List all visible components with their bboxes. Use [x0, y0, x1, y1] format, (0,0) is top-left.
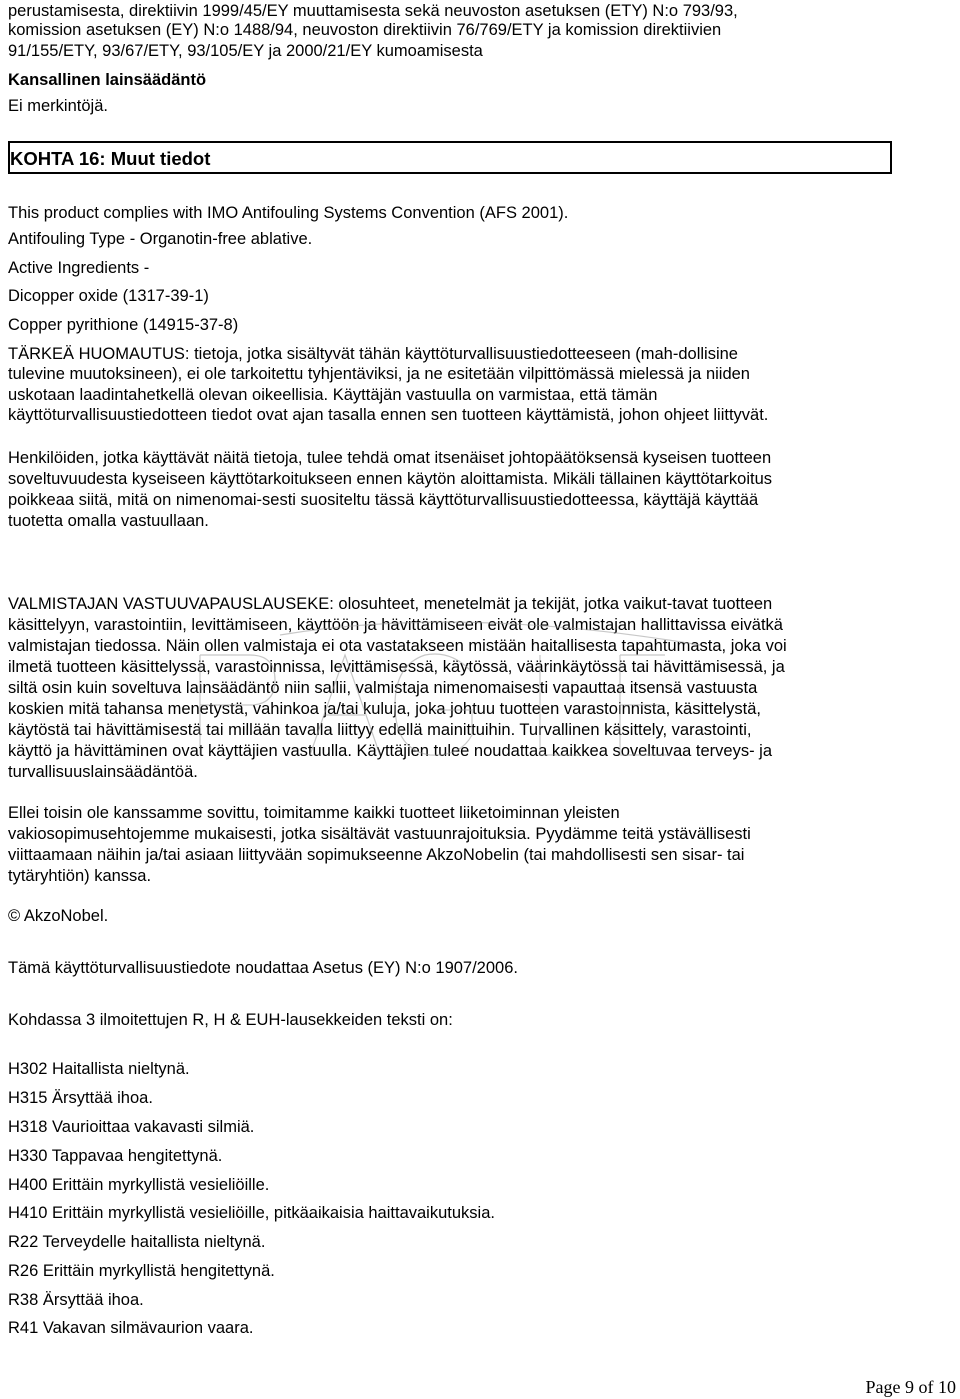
- phrase-item: H410 Erittäin myrkyllistä vesieliöille, pitkäaikaisia haittavaikutuksia.: [8, 1204, 495, 1222]
- ingredient-item: Dicopper oxide (1317-39-1): [8, 287, 209, 305]
- top-text-line: 91/155/ETY, 93/67/ETY, 93/105/EY ja 2000/21/EY kumoamisesta: [8, 42, 483, 60]
- important-notice-line: TÄRKEÄ HUOMAUTUS: tietoja, jotka sisältyvät tähän käyttöturvallisuustiedotteeseen (mah-dollisine: [8, 345, 738, 363]
- contracts-line: viittaamaan näihin ja/tai asiaan liittyvään sopimukseenne AkzoNobelin (tai mahdollisesti sen sisar- tai: [8, 846, 745, 864]
- disclaimer-line: käyttö ja hävittäminen ovat käyttäjien vastuulla. Käyttäjien tulee noudattaa kaikkea soveltuvaa terveys- ja: [8, 742, 773, 760]
- national-legislation-heading: Kansallinen lainsäädäntö: [8, 71, 207, 89]
- phrases-intro: Kohdassa 3 ilmoitettujen R, H & EUH-lausekkeiden teksti on:: [8, 1011, 453, 1029]
- national-legislation-text: Ei merkintöjä.: [8, 97, 108, 115]
- phrase-item: H315 Ärsyttää ihoa.: [8, 1089, 153, 1107]
- ingredient-item: Copper pyrithione (14915-37-8): [8, 316, 239, 334]
- section-title: KOHTA 16: Muut tiedot: [10, 148, 211, 169]
- disclaimer-line: koskien mitä tahansa menetystä, vahinkoa ja/tai kuluja, joka johtuu tuotteen varastoinnista, käsittelystä,: [8, 700, 762, 718]
- persons-paragraph-line: soveltuvuudesta kyseiseen käyttötarkoitukseen ennen käytön aloittamista. Mikäli tällainen käyttötarkoitus: [8, 470, 772, 488]
- disclaimer-line: käytöstä tai hävittämisestä tai millään tavalla liittyy edellä mainittuihin. Turvallinen käsittely, varastointi,: [8, 721, 752, 739]
- phrase-item: R38 Ärsyttää ihoa.: [8, 1291, 144, 1309]
- important-notice-line: käyttöturvallisuustiedotteen tiedot ovat ajan tasalla ennen sen tuotteen käyttämistä, johon ohjeet liittyvät.: [8, 406, 769, 424]
- copyright-text: © AkzoNobel.: [8, 907, 109, 925]
- contracts-line: tytäryhtiön) kanssa.: [8, 867, 152, 885]
- disclaimer-line: turvallisuuslainsäädäntöä.: [8, 763, 198, 781]
- important-notice-line: tulevine muutoksineen), ei ole tarkoitettu tyhjentäviksi, ja ne esitetään vilpittömässä mielessä ja niiden: [8, 365, 750, 383]
- persons-paragraph-line: Henkilöiden, jotka käyttävät näitä tietoja, tulee tehdä omat itsenäiset johtopäätöksensä kyseisen tuotteen: [8, 449, 772, 467]
- phrase-item: H302 Haitallista nieltynä.: [8, 1060, 190, 1078]
- disclaimer-line: ilmetä tuotteen käsittelyssä, varastoinnissa, levittämisessä, käytössä, väärinkäytössä tai hävittämisessä, ja: [8, 658, 785, 676]
- imo-statement: This product complies with IMO Antifouling Systems Convention (AFS 2001).: [8, 204, 569, 222]
- disclaimer-line: käsittelyyn, varastointiin, levittämiseen, käyttöön ja hävittämiseen eivät ole valmistajan hallittavissa eivätkä: [8, 616, 783, 634]
- phrase-item: R26 Erittäin myrkyllistä hengitettynä.: [8, 1262, 275, 1280]
- section-16-heading-box: [8, 141, 892, 174]
- phrase-item: H330 Tappavaa hengitettynä.: [8, 1147, 223, 1165]
- disclaimer-line: VALMISTAJAN VASTUUVAPAUSLAUSEKE: olosuhteet, menetelmät ja tekijät, jotka vaikut-tavat tuotteen: [8, 595, 773, 613]
- disclaimer-line: siltä osin kuin soveltuva lainsäädäntö niin sallii, valmistaja nimenomaisesti vapauttaa itsensä vastuusta: [8, 679, 758, 697]
- phrase-item: H318 Vaurioittaa vakavasti silmiä.: [8, 1118, 255, 1136]
- regulation-text: Tämä käyttöturvallisuustiedote noudattaa Asetus (EY) N:o 1907/2006.: [8, 959, 518, 977]
- phrase-item: R41 Vakavan silmävaurion vaara.: [8, 1319, 254, 1337]
- top-text-line: komission asetuksen (EY) N:o 1488/94, neuvoston direktiivin 76/769/ETY ja komission direktiivien: [8, 21, 722, 39]
- contracts-line: Ellei toisin ole kanssamme sovittu, toimitamme kaikki tuotteet liiketoiminnan yleisten: [8, 804, 620, 822]
- disclaimer-line: valmistajan tiedossa. Näin ollen valmistaja ei ota vastatakseen mistään haitallisesta tapahtumasta, joka voi: [8, 637, 787, 655]
- phrase-item: H400 Erittäin myrkyllistä vesieliöille.: [8, 1176, 270, 1194]
- important-notice-line: uskotaan laadintahetkellä olevan oikeellisia. Käyttäjän vastuulla on varmistaa, että tämän: [8, 386, 658, 404]
- page-number: Page 9 of 10: [865, 1377, 956, 1397]
- phrase-item: R22 Terveydelle haitallista nieltynä.: [8, 1233, 266, 1251]
- antifouling-type: Antifouling Type - Organotin-free ablative.: [8, 230, 313, 248]
- contracts-line: vakiosopimusehtojemme mukaisesti, jotka sisältävät vastuunrajoituksia. Pyydämme teitä ystävällisesti: [8, 825, 751, 843]
- persons-paragraph-line: tuotetta omalla vastuullaan.: [8, 512, 209, 530]
- active-ingredients-label: Active Ingredients -: [8, 259, 150, 277]
- persons-paragraph-line: poikkeaa siitä, mitä on nimenomai-sesti suositeltu tässä käyttöturvallisuustiedotteessa, käyttäjä käyttää: [8, 491, 759, 509]
- top-text-line: perustamisesta, direktiivin 1999/45/EY muuttamisesta sekä neuvoston asetuksen (ETY) N:o 793/93,: [8, 2, 738, 20]
